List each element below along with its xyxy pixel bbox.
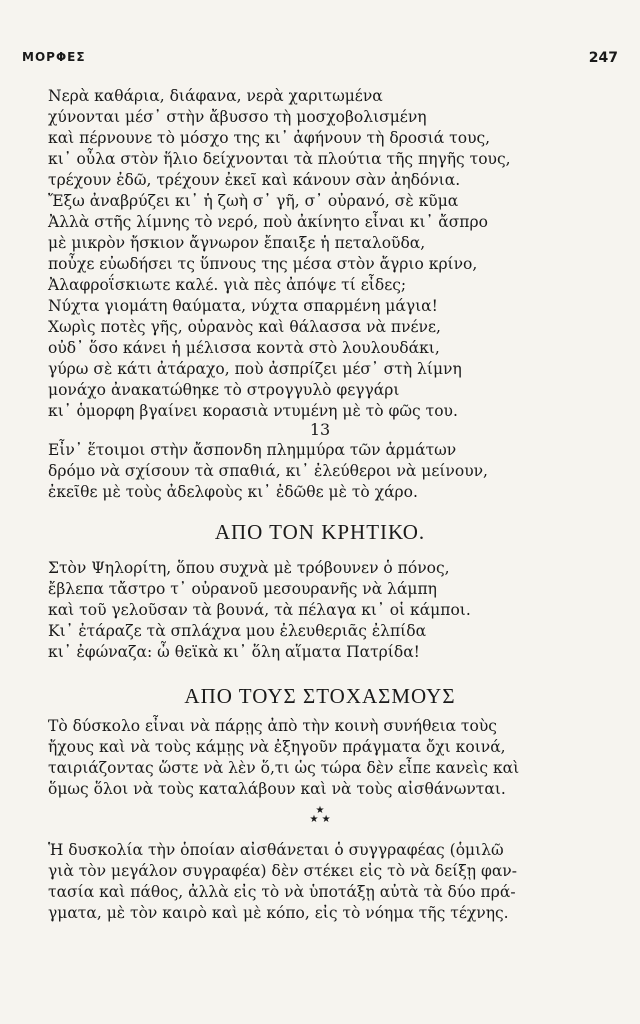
heading-kritiko: ΑΠΟ ΤΟΝ ΚΡΗΤΙΚΟ.	[214, 520, 426, 544]
heading-stochasmous: ΑΠΟ ΤΟΥΣ ΣΤΟΧΑΣΜΟΥΣ	[184, 684, 456, 708]
section-13-block	[48, 440, 568, 503]
paragraph-line: ἤχους καὶ νὰ τοὺς κάμῃς νὰ ἐξηγοῦν πράγματα ὄχι κοινά,	[48, 738, 506, 756]
section-number: 13	[309, 420, 331, 439]
poem-block	[48, 86, 568, 422]
poem-line: Ἀλαφροΐσκιωτε καλέ. γιὰ πὲς ἀπόψε τί εἶδες;	[48, 276, 407, 294]
paragraph-line: τασία καὶ πάθος, ἀλλὰ εἰς τὸ νὰ ὑποτάξῃ αὐτὰ τὰ δύο πρά-	[48, 883, 516, 901]
journal-title: ΜΟΡΦΕΣ	[22, 50, 86, 64]
kritiko-line: κι᾽ ἐφώναζα: ὦ θεϊκὰ κι᾽ ὅλη αἵματα Πατρίδα!	[48, 643, 420, 661]
kritiko-line: καὶ τοῦ γελοῦσαν τὰ βουνά, τὰ πέλαγα κι᾽ οἱ κάμποι.	[48, 601, 471, 619]
kritiko-line: ἔβλεπα τἄστρο τ᾽ οὐρανοῦ μεσουρανῆς νὰ λάμπη	[48, 580, 437, 598]
paragraph-line: γματα, μὲ τὸν καιρὸ καὶ μὲ κόπο, εἰς τὸ νόημα τῆς τέχνης.	[48, 904, 509, 922]
poem-line: κι᾽ οὖλα στὸν ἥλιο δείχνονται τὰ πλούτια τῆς πηγῆς τους,	[48, 150, 511, 168]
poem-line: κι᾽ ὁμορφη βγαίνει κορασιὰ ντυμένη μὲ τὸ φῶς του.	[48, 402, 458, 420]
poem-line: μὲ μικρὸν ἤσκιον ἄγνωρον ἔπαιξε ἡ πεταλοῦδα,	[48, 234, 426, 252]
poem-line: Ἀλλὰ στῆς λίμνης τὸ νερό, ποὺ ἀκίνητο εἶναι κι᾽ ἄσπρο	[48, 213, 488, 231]
stochasmous-paragraph-1	[48, 716, 568, 800]
paragraph-line: ὅμως ὅλοι νὰ τοὺς καταλάβουν καὶ νὰ τοὺς αἰσθάνωνται.	[48, 780, 506, 798]
poem-line: Ἔξω ἀναβρύζει κι᾽ ἡ ζωὴ σ᾽ γῆ, σ᾽ οὐρανό, σὲ κῦμα	[48, 192, 459, 210]
poem-line: Νερὰ καθάρια, διάφανα, νερὰ χαριτωμένα	[48, 87, 383, 105]
page-number: 247	[588, 50, 618, 66]
poem-line: μονάχο ἀνακατώθηκε τὸ στρογγυλὸ φεγγάρι	[48, 381, 400, 399]
section-line: δρόμο νὰ σχίσουν τὰ σπαθιά, κι᾽ ἐλεύθεροι νὰ μείνουν,	[48, 462, 488, 480]
stochasmous-paragraph-2	[48, 840, 568, 924]
stars-bottom: ★ ★	[309, 814, 331, 825]
page-header	[22, 50, 618, 70]
poem-line: χύνονται μέσ᾽ στὴν ἄβυσσο τὴ μοσχοβολισμένη	[48, 108, 427, 126]
paragraph-line: γιὰ τὸν μεγάλον συγραφέα) δὲν στέκει εἰς τὸ νὰ δείξῃ φαν-	[48, 862, 517, 880]
paragraph-line: ταιριάζοντας ὥστε νὰ λὲν ὅ,τι ὡς τώρα δὲν εἶπε κανεὶς καὶ	[48, 759, 520, 777]
asterism-divider	[0, 806, 640, 824]
kritiko-line: Κι᾽ ἐτάραζε τὰ σπλάχνα μου ἐλευθεριᾶς ἐλπίδα	[48, 622, 427, 640]
poem-line: ποὖχε εὐωδήσει τς ὕπνους της μέσα στὸν ἄγριο κρίνο,	[48, 255, 478, 273]
kritiko-block	[48, 558, 568, 663]
poem-line: Χωρὶς ποτὲς γῆς, οὐρανὸς καὶ θάλασσα νὰ πνένε,	[48, 318, 441, 336]
kritiko-line: Στὸν Ψηλορίτη, ὅπου συχνὰ μὲ τρόβουνεν ὁ πόνος,	[48, 559, 450, 577]
star-top: ★	[315, 805, 325, 816]
paragraph-line: Τὸ δύσκολο εἶναι νὰ πάρῃς ἀπὸ τὴν κοινὴ συνήθεια τοὺς	[48, 717, 497, 735]
poem-line: γύρω σὲ κάτι ἀτάραχο, ποὺ ἀσπρίζει μέσ᾽ στὴ λίμνη	[48, 360, 462, 378]
poem-line: καὶ πέρνουνε τὸ μόσχο της κι᾽ ἀφήνουν τὴ δροσιά τους,	[48, 129, 491, 147]
paragraph-line: Ἡ δυσκολία τὴν ὁποίαν αἰσθάνεται ὁ συγγραφέας (ὁμιλῶ	[48, 841, 504, 859]
poem-line: τρέχουν ἐδῶ, τρέχουν ἐκεῖ καὶ κάνουν σὰν ἀηδόνια.	[48, 171, 461, 189]
poem-line: Νύχτα γιομάτη θαύματα, νύχτα σπαρμένη μάγια!	[48, 297, 438, 315]
poem-line: οὐδ᾽ ὅσο κάνει ἡ μέλισσα κοντὰ στὸ λουλουδάκι,	[48, 339, 440, 357]
section-line: ἐκεῖθε μὲ τοὺς ἀδελφοὺς κι᾽ ἐδῶθε μὲ τὸ χάρο.	[48, 483, 418, 501]
section-line: Εἶν᾽ ἕτοιμοι στὴν ἄσπονδη πλημμύρα τῶν ἁρμάτων	[48, 441, 457, 459]
